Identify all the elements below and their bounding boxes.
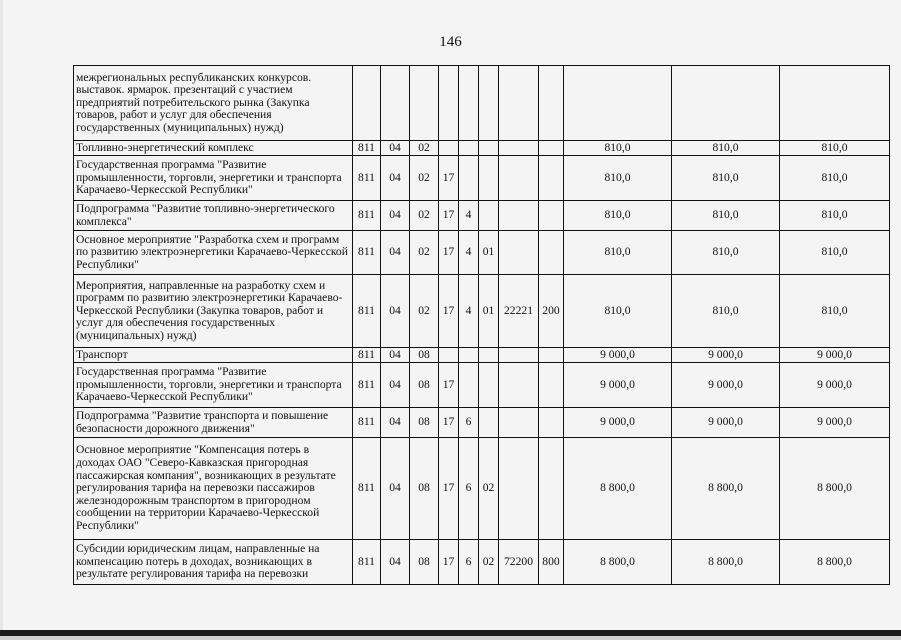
program-code: 17 (439, 156, 459, 201)
expense-type-code (539, 363, 564, 408)
amount-year-3: 8 800,0 (780, 438, 890, 540)
table-row (74, 141, 890, 156)
amount-year-3: 810,0 (780, 231, 890, 275)
measure-code (479, 141, 499, 156)
program-code: 17 (439, 438, 459, 540)
row-name: Государственная программа "Развитие промышленности, торговли, энергетики и транспорта Карачаево-Черкесской Республики" (74, 363, 353, 408)
table-row (74, 231, 890, 275)
scan-bottom-shade (0, 636, 901, 640)
amount-year-2: 810,0 (672, 275, 780, 348)
subprogram-code: 6 (459, 408, 479, 438)
program-code: 17 (439, 231, 459, 275)
amount-year-2: 810,0 (672, 156, 780, 201)
podrazdel-code: 08 (410, 348, 439, 363)
expense-type-code (539, 201, 564, 231)
podrazdel-code: 08 (410, 438, 439, 540)
vedomstvo-code: 811 (353, 408, 381, 438)
amount-year-3: 9 000,0 (780, 363, 890, 408)
podrazdel-code: 02 (410, 141, 439, 156)
razdel-code: 04 (381, 408, 410, 438)
table-row (74, 66, 890, 141)
program-code: 17 (439, 363, 459, 408)
expense-type-code (539, 348, 564, 363)
podrazdel-code: 08 (410, 408, 439, 438)
expense-type-code (539, 156, 564, 201)
row-name: межрегиональных республиканских конкурсов. выставок. ярмарок. презентаций с участием предприятий потребительского рынка (Закупка товаров, работ и услуг для обеспечения государственных (муниципальных) нужд) (74, 66, 353, 141)
subprogram-code: 4 (459, 275, 479, 348)
direction-code (499, 231, 539, 275)
budget-table (73, 65, 890, 585)
amount-year-1: 8 800,0 (564, 438, 672, 540)
expense-type-code (539, 141, 564, 156)
amount-year-2: 8 800,0 (672, 540, 780, 585)
table-row (74, 348, 890, 363)
program-code (439, 348, 459, 363)
expense-type-code: 200 (539, 275, 564, 348)
subprogram-code: 6 (459, 540, 479, 585)
subprogram-code: 4 (459, 231, 479, 275)
subprogram-code (459, 156, 479, 201)
razdel-code: 04 (381, 348, 410, 363)
row-name: Подпрограмма "Развитие транспорта и повышение безопасности дорожного движения" (74, 408, 353, 438)
amount-year-1: 810,0 (564, 156, 672, 201)
direction-code (499, 201, 539, 231)
subprogram-code: 4 (459, 201, 479, 231)
amount-year-3: 9 000,0 (780, 348, 890, 363)
amount-year-1: 810,0 (564, 275, 672, 348)
measure-code (479, 408, 499, 438)
measure-code (479, 363, 499, 408)
program-code: 17 (439, 201, 459, 231)
table-row (74, 363, 890, 408)
subprogram-code (459, 363, 479, 408)
subprogram-code (459, 348, 479, 363)
row-name: Государственная программа "Развитие промышленности, торговли, энергетики и транспорта Карачаево-Черкесской Республики" (74, 156, 353, 201)
vedomstvo-code: 811 (353, 540, 381, 585)
amount-year-1: 810,0 (564, 141, 672, 156)
amount-year-2: 810,0 (672, 141, 780, 156)
amount-year-1: 810,0 (564, 231, 672, 275)
direction-code (499, 408, 539, 438)
row-name: Подпрограмма "Развитие топливно-энергетического комплекса" (74, 201, 353, 231)
vedomstvo-code: 811 (353, 231, 381, 275)
direction-code (499, 156, 539, 201)
amount-year-1: 810,0 (564, 201, 672, 231)
podrazdel-code: 02 (410, 156, 439, 201)
podrazdel-code: 08 (410, 540, 439, 585)
table-row (74, 275, 890, 348)
row-name: Топливно-энергетический комплекс (74, 141, 353, 156)
razdel-code: 04 (381, 438, 410, 540)
scan-left-edge (0, 0, 3, 640)
table-body (74, 66, 890, 585)
razdel-code: 04 (381, 156, 410, 201)
podrazdel-code: 02 (410, 275, 439, 348)
table-row (74, 201, 890, 231)
amount-year-3: 810,0 (780, 141, 890, 156)
table-row (74, 438, 890, 540)
vedomstvo-code: 811 (353, 156, 381, 201)
measure-code: 02 (479, 540, 499, 585)
amount-year-3: 810,0 (780, 156, 890, 201)
measure-code (479, 156, 499, 201)
subprogram-code (459, 66, 479, 141)
podrazdel-code: 08 (410, 363, 439, 408)
razdel-code (381, 66, 410, 141)
table-row (74, 156, 890, 201)
podrazdel-code (410, 66, 439, 141)
razdel-code: 04 (381, 141, 410, 156)
direction-code: 22221 (499, 275, 539, 348)
amount-year-2: 9 000,0 (672, 348, 780, 363)
razdel-code: 04 (381, 275, 410, 348)
amount-year-1: 8 800,0 (564, 540, 672, 585)
amount-year-2 (672, 66, 780, 141)
row-name: Основное мероприятие "Компенсация потерь в доходах ОАО "Северо-Кавказская пригородная пассажирская компания", возникающих в результате регулирования тарифа на перевозки пассажиров железнодорожным транспортом в пригородном сообщении на территории Карачаево-Черкесской Республики" (74, 438, 353, 540)
row-name: Основное мероприятие "Разработка схем и программ по развитию электроэнергетики Карачаево-Черкесской Республики" (74, 231, 353, 275)
amount-year-3: 9 000,0 (780, 408, 890, 438)
amount-year-3: 810,0 (780, 275, 890, 348)
vedomstvo-code: 811 (353, 438, 381, 540)
expense-type-code (539, 438, 564, 540)
row-name: Мероприятия, направленные на разработку схем и программ по развитию электроэнергетики Карачаево-Черкесской Республики (Закупка товаров, работ и услуг для обеспечения государственных (муниципальных) нужд) (74, 275, 353, 348)
program-code: 17 (439, 275, 459, 348)
vedomstvo-code: 811 (353, 363, 381, 408)
podrazdel-code: 02 (410, 201, 439, 231)
amount-year-1 (564, 66, 672, 141)
amount-year-1: 9 000,0 (564, 408, 672, 438)
vedomstvo-code: 811 (353, 201, 381, 231)
amount-year-2: 8 800,0 (672, 438, 780, 540)
table-row (74, 408, 890, 438)
direction-code (499, 348, 539, 363)
program-code: 17 (439, 540, 459, 585)
amount-year-2: 9 000,0 (672, 363, 780, 408)
amount-year-1: 9 000,0 (564, 363, 672, 408)
razdel-code: 04 (381, 540, 410, 585)
direction-code: 72200 (499, 540, 539, 585)
measure-code: 01 (479, 231, 499, 275)
table-row (74, 540, 890, 585)
measure-code: 01 (479, 275, 499, 348)
direction-code (499, 363, 539, 408)
expense-type-code (539, 66, 564, 141)
vedomstvo-code: 811 (353, 275, 381, 348)
amount-year-3: 8 800,0 (780, 540, 890, 585)
vedomstvo-code: 811 (353, 348, 381, 363)
amount-year-1: 9 000,0 (564, 348, 672, 363)
razdel-code: 04 (381, 201, 410, 231)
amount-year-3 (780, 66, 890, 141)
vedomstvo-code: 811 (353, 141, 381, 156)
program-code: 17 (439, 408, 459, 438)
direction-code (499, 66, 539, 141)
page-number: 146 (439, 34, 462, 50)
expense-type-code: 800 (539, 540, 564, 585)
direction-code (499, 141, 539, 156)
expense-type-code (539, 231, 564, 275)
amount-year-2: 810,0 (672, 201, 780, 231)
expense-type-code (539, 408, 564, 438)
razdel-code: 04 (381, 363, 410, 408)
row-name: Транспорт (74, 348, 353, 363)
row-name: Субсидии юридическим лицам, направленные на компенсацию потерь в доходах, возникающих в результате регулирования тарифа на перевозки (74, 540, 353, 585)
direction-code (499, 438, 539, 540)
program-code (439, 66, 459, 141)
subprogram-code (459, 141, 479, 156)
podrazdel-code: 02 (410, 231, 439, 275)
amount-year-2: 810,0 (672, 231, 780, 275)
subprogram-code: 6 (459, 438, 479, 540)
amount-year-3: 810,0 (780, 201, 890, 231)
measure-code: 02 (479, 438, 499, 540)
razdel-code: 04 (381, 231, 410, 275)
measure-code (479, 66, 499, 141)
program-code (439, 141, 459, 156)
vedomstvo-code (353, 66, 381, 141)
amount-year-2: 9 000,0 (672, 408, 780, 438)
measure-code (479, 201, 499, 231)
measure-code (479, 348, 499, 363)
